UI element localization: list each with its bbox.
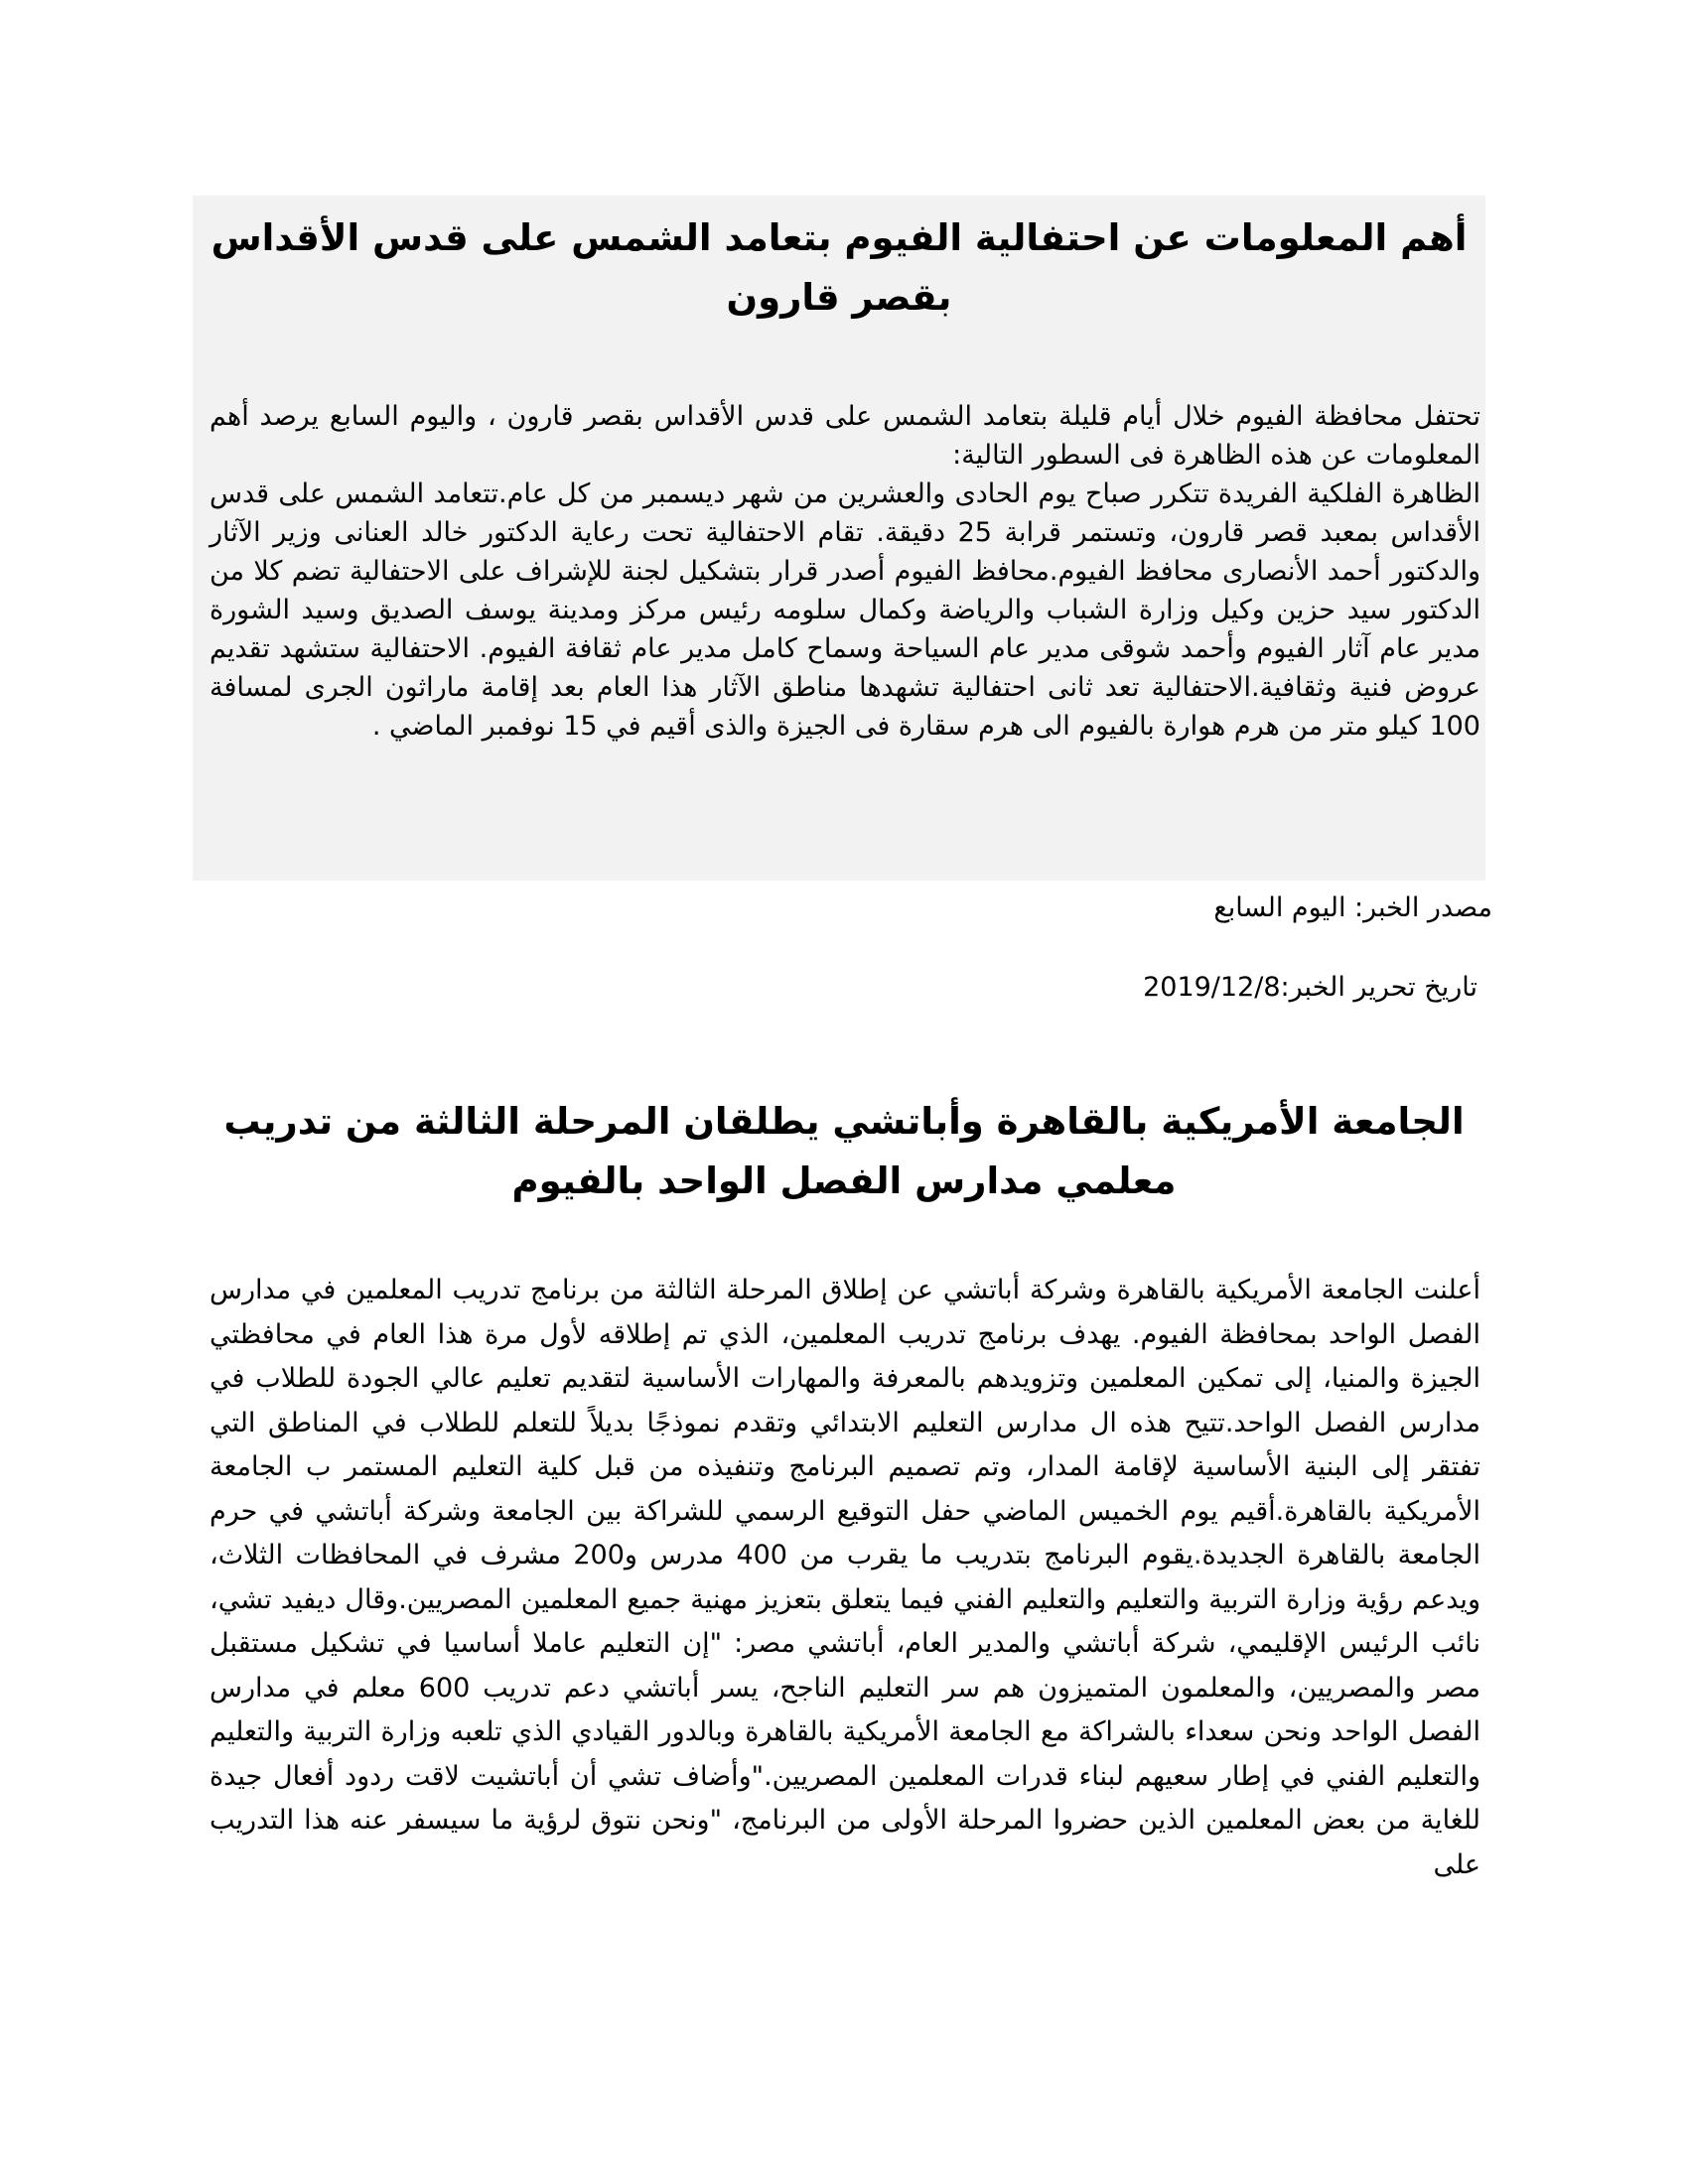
- article-1-body: [210, 397, 1480, 746]
- article-1-paragraph: الظاهرة الفلكية الفريدة تتكرر صباح يوم الحادى والعشرين من شهر ديسمبر من كل عام.تتعامد الشمس على قدس الأقداس بمعبد قصر قارون، وتستمر قرابة 25 دقيقة. تقام الاحتفالية تحت رعاية الدكتور خالد العنانى وزير الآثار والدكتور أحمد الأنصارى محافظ الفيوم.محافظ الفيوم أصدر قرار بتشكيل لجنة للإشراف على الاحتفالية تضم كلا من الدكتور سيد حزين وكيل وزارة الشباب والرياضة وكمال سلومه رئيس مركز ومدينة يوسف الصديق وسيد الشورة مدير عام آثار الفيوم وأحمد شوقى مدير عام السياحة وسماح كامل مدير عام ثقافة الفيوم. الاحتفالية ستشهد تقديم عروض فنية وثقافية.الاحتفالية تعد ثانى احتفالية تشهدها مناطق الآثار هذا العام بعد إقامة ماراثون الجرى لمسافة 100 كيلو متر من هرم هوارة بالفيوم الى هرم سقارة فى الجيزة والذى أقيم في 15 نوفمبر الماضي .: [210, 478, 1480, 742]
- article-2-body: أعلنت الجامعة الأمريكية بالقاهرة وشركة أباتشي عن إطلاق المرحلة الثالثة من برنامج تدريب المعلمين في مدارس الفصل الواحد بمحافظة الفيوم. يهدف برنامج تدريب المعلمين، الذي تم إطلاقه لأول مرة هذا العام في محافظتي الجيزة والمنيا، إلى تمكين المعلمين وتزويدهم بالمعرفة والمهارات الأساسية لتقديم تعليم عالي الجودة للطلاب في مدارس الفصل الواحد.تتيح هذه ال مدارس التعليم الابتدائي وتقدم نموذجًا بديلاً للتعلم للطلاب في المناطق التي تفتقر إلى البنية الأساسية لإقامة المدار، وتم تصميم البرنامج وتنفيذه من قبل كلية التعليم المستمر ب الجامعة الأمريكية بالقاهرة.أقيم يوم الخميس الماضي حفل التوقيع الرسمي للشراكة بين الجامعة وشركة أباتشي في حرم الجامعة بالقاهرة الجديدة.يقوم البرنامج بتدريب ما يقرب من 400 مدرس و200 مشرف في المحافظات الثلاث، ويدعم رؤية وزارة التربية والتعليم والتعليم الفني فيما يتعلق بتعزيز مهنية جميع المعلمين المصريين.وقال ديفيد تشي، نائب الرئيس الإقليمي، شركة أباتشي والمدير العام، أباتشي مصر: "إن التعليم عاملا أساسيا في تشكيل مستقبل مصر والمصريين، والمعلمون المتميزون هم سر التعليم الناجح، يسر أباتشي دعم تدريب 600 معلم في مدارس الفصل الواحد ونحن سعداء بالشراكة مع الجامعة الأمريكية بالقاهرة وبالدور القيادي الذي تلعبه وزارة التربية والتعليم والتعليم الفني في إطار سعيهم لبناء قدرات المعلمين المصريين."وأضاف تشي أن أباتشيت لاقت ردود أفعال جيدة للغاية من بعض المعلمين الذين حضروا المرحلة الأولى من البرنامج، "ونحن نتوق لرؤية ما سيسفر عنه هذا التدريب على: [210, 1275, 1480, 1880]
- article-1-date: تاريخ تحرير الخبر:2019/12/8: [1143, 972, 1477, 1003]
- article-1-title: أهم المعلومات عن احتفالية الفيوم بتعامد الشمس على قدس الأقداس بقصر قارون: [211, 216, 1468, 319]
- article-2-title: الجامعة الأمريكية بالقاهرة وأباتشي يطلقان المرحلة الثالثة من تدريب معلمي مدارس الفصل الواحد بالفيوم: [223, 1100, 1465, 1202]
- article-1-source: مصدر الخبر: اليوم السابع: [1213, 892, 1492, 923]
- article-1-intro: تحتفل محافظة الفيوم خلال أيام قليلة بتعامد الشمس على قدس الأقداس بقصر قارون ، واليوم السابع يرصد أهم المعلومات عن هذه الظاهرة فى السطور التالية:: [210, 401, 1480, 471]
